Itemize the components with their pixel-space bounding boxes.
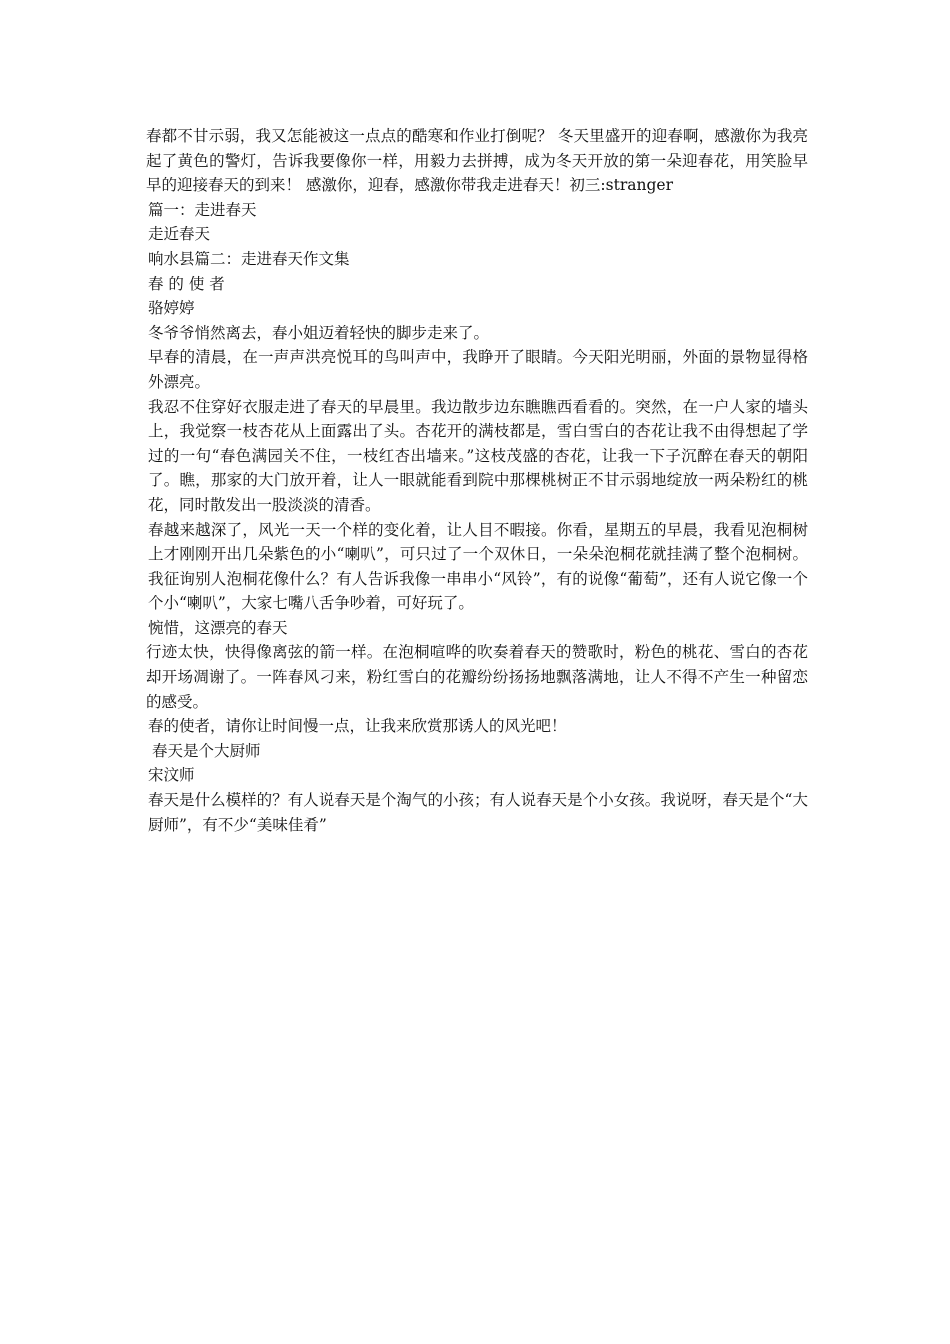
author-name-1: 骆婷婷 (148, 299, 195, 318)
paragraph-body: 行迹太快，快得像离弦的箭一样。在泡桐喧哗的吹奏着春天的赞歌时，粉色的桃花、雪白的杏花却开场凋谢了。一阵春风刁来，粉红雪白的花瓣纷纷扬扬地飘落满地，让人不得不产生一种留恋的感受。 (146, 643, 808, 711)
paragraph-body: 春天是什么模样的？有人说春天是个淘气的小孩；有人说春天是个小女孩。我说呀，春天是个“大厨师”，有不少“美味佳肴” (148, 791, 808, 834)
paragraph-body: 惋惜，这漂亮的春天 (148, 618, 288, 637)
essay-title-3: 春天是个大厨师 (152, 741, 261, 760)
section-heading-1: 篇一：走进春天 (148, 200, 257, 219)
essay-title-1: 走近春天 (148, 225, 211, 244)
paragraph-body: 春的使者，请你让时间慢一点，让我来欣赏那诱人的风光吧！ (148, 717, 567, 736)
paragraph-intro: 春都不甘示弱，我又怎能被这一点点的酷寒和作业打倒呢？ 冬天里盛开的迎春啊，感激你为我亮起了黄色的警灯，告诉我要像你一样，用毅力去拼搏，成为冬天开放的第一朵迎春花，用笑脸早早的迎接春天的到来！ 感激你，迎春，感激你带我走进春天！初三:stranger (146, 127, 808, 195)
paragraph-body: 早春的清晨，在一声声洪亮悦耳的鸟叫声中，我睁开了眼睛。今天阳光明丽，外面的景物显得格外漂亮。 (148, 348, 808, 391)
section-heading-2: 响水县篇二：走进春天作文集 (148, 249, 350, 268)
document-page (146, 124, 808, 837)
paragraph-body: 我忍不住穿好衣服走进了春天的早晨里。我边散步边东瞧瞧西看看的。突然，在一户人家的墙头上，我觉察一枝杏花从上面露出了头。杏花开的满枝都是，雪白雪白的杏花让我不由得想起了学过的一句“春色满园关不住，一枝红杏出墙来。”这枝茂盛的杏花，让我一下子沉醉在春天的朝阳了。瞧，那家的大门放开着，让人一眼就能看到院中那棵桃树正不甘示弱地绽放一两朵粉红的桃花，同时散发出一股淡淡的清香。 (148, 397, 808, 514)
author-name-2: 宋汶师 (148, 766, 195, 785)
paragraph-body: 冬爷爷悄然离去，春小姐迈着轻快的脚步走来了。 (148, 323, 490, 342)
essay-title-2: 春 的 使 者 (148, 274, 225, 293)
paragraph-body: 春越来越深了，风光一天一个样的变化着，让人目不暇接。你看，星期五的早晨，我看见泡桐树上才刚刚开出几朵紫色的小“喇叭”，可只过了一个双休日，一朵朵泡桐花就挂满了整个泡桐树。我征询别人泡桐花像什么？有人告诉我像一串串小“风铃”，有的说像“葡萄”，还有人说它像一个个小“喇叭”，大家七嘴八舌争吵着，可好玩了。 (148, 520, 808, 613)
